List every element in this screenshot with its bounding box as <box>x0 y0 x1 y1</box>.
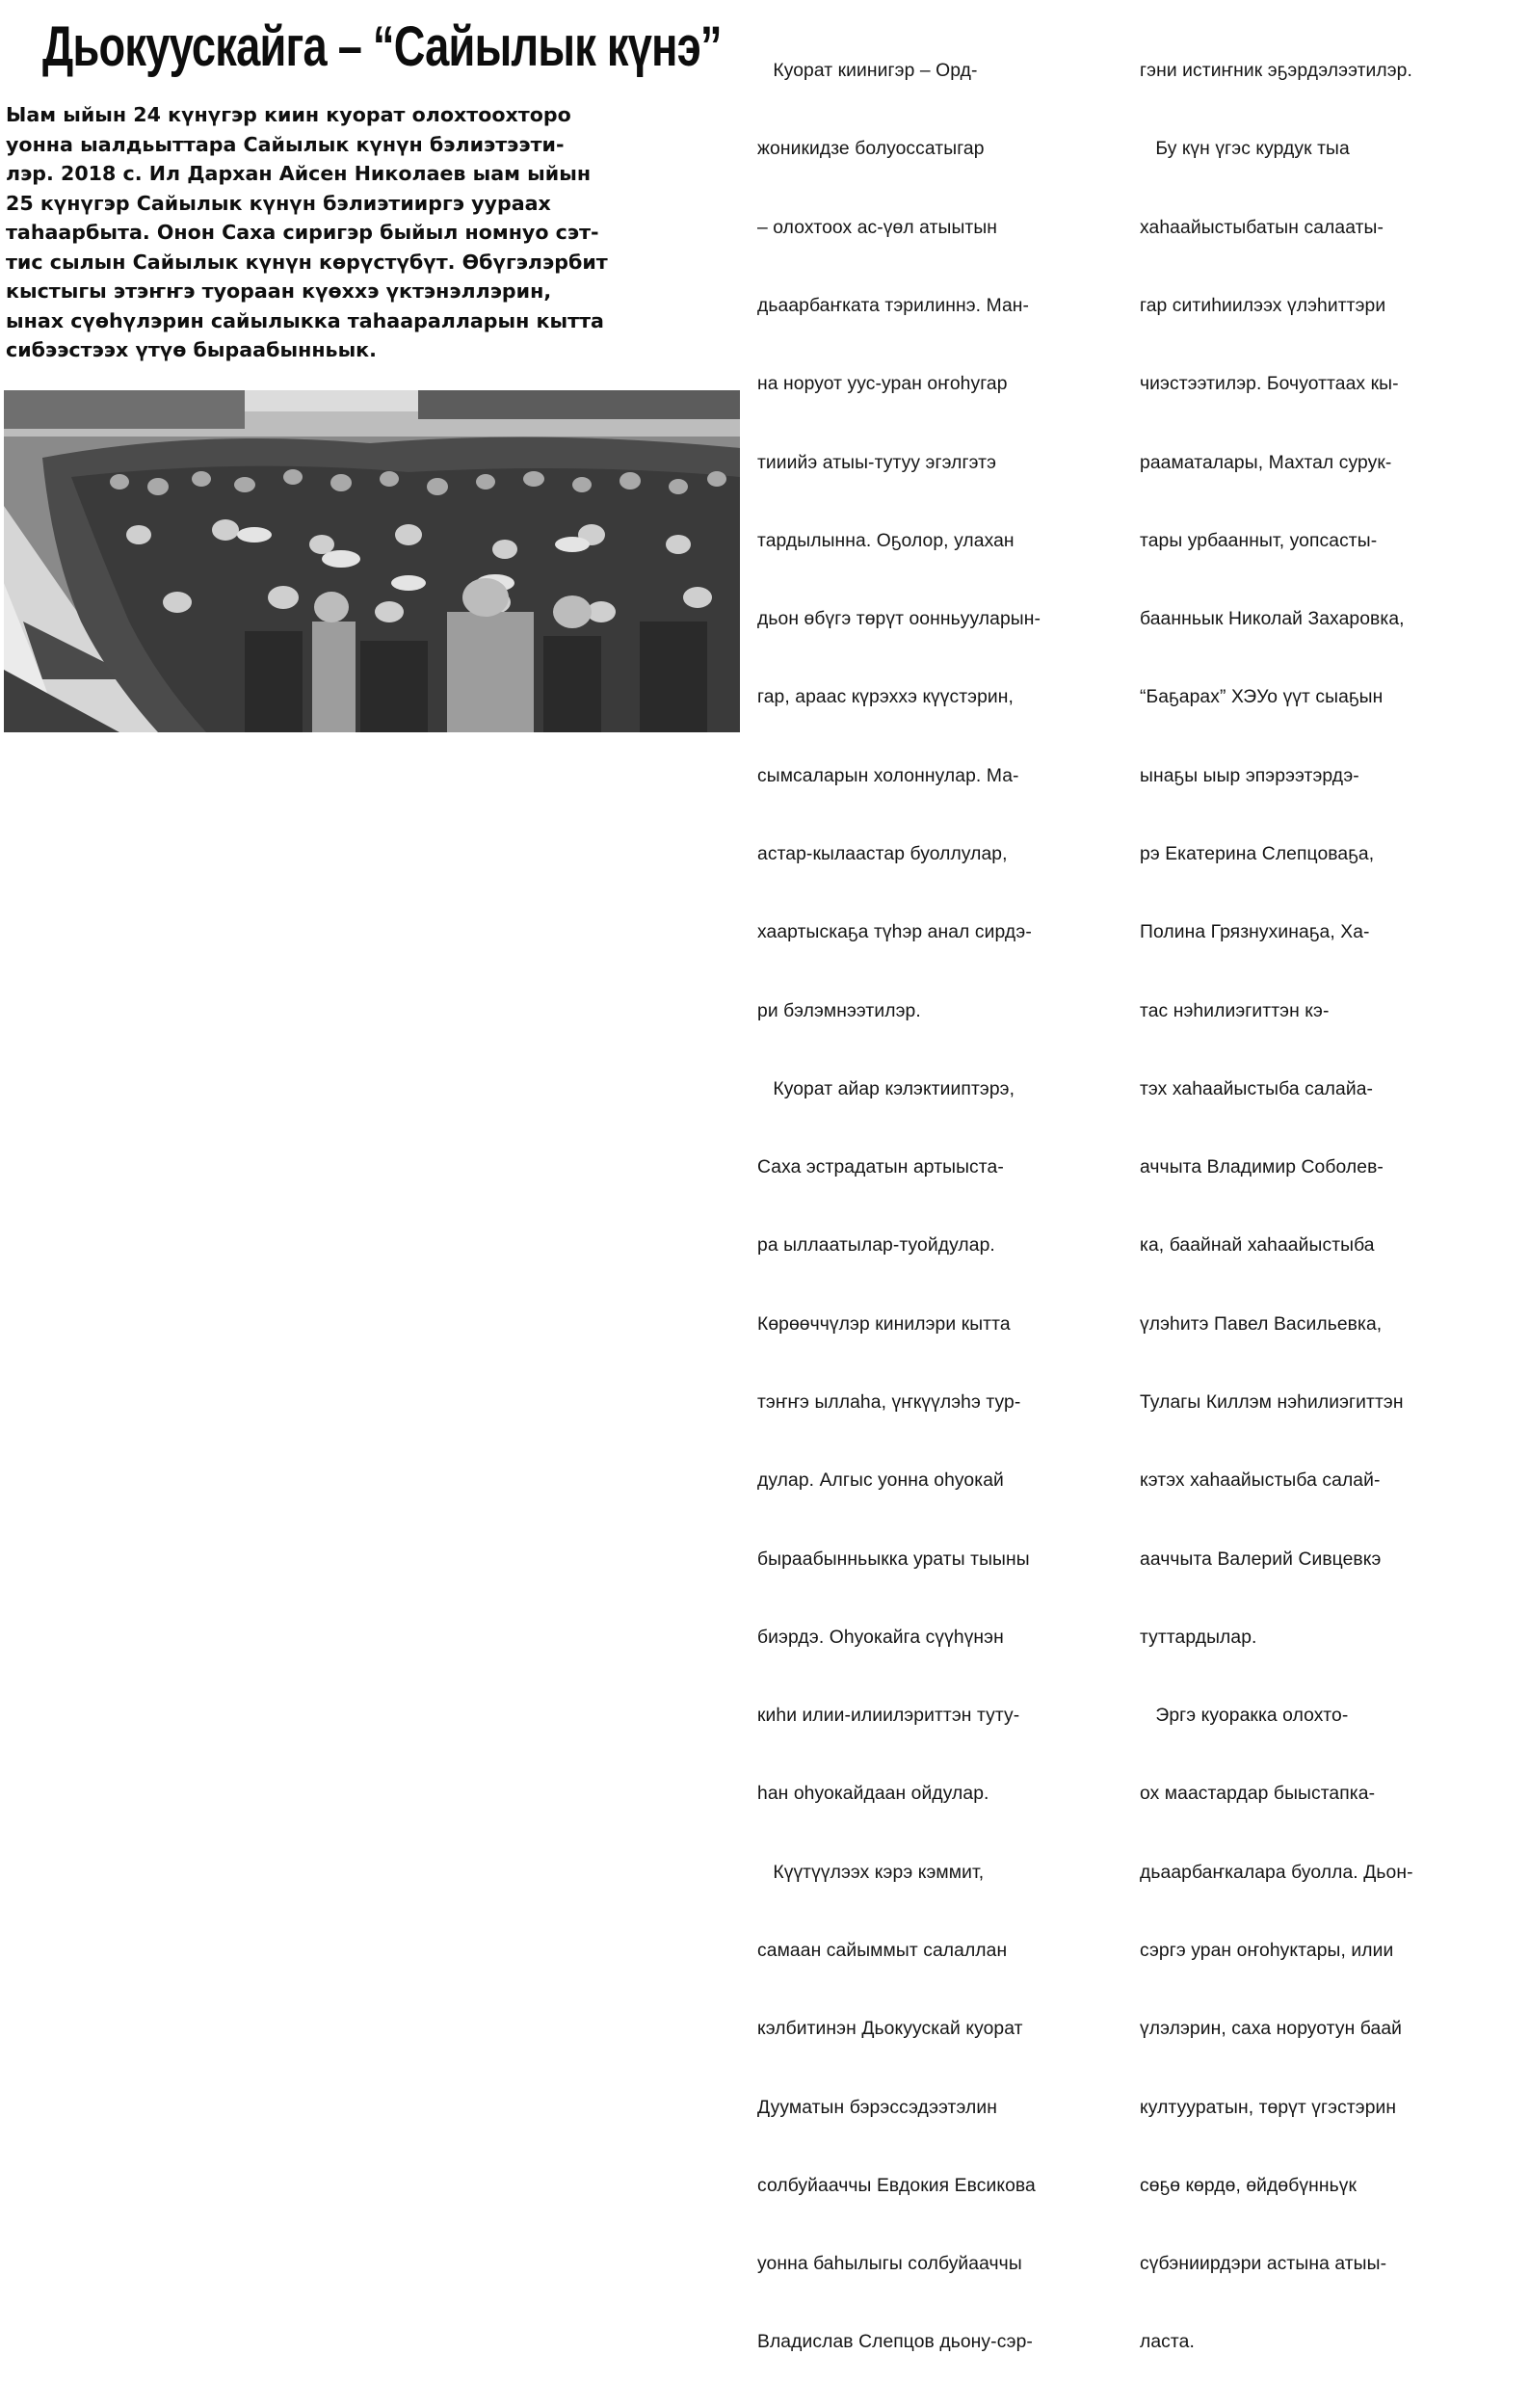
text-line: самаан сайыммыт салаллан <box>757 1940 1008 1961</box>
text-line: кэлбитинэн Дьокуускай куорат <box>757 2019 1023 2040</box>
text-line: дьаарбаҥкалара буолла. Дьон- <box>1140 1862 1413 1883</box>
text-line: астар-кылаастар буоллулар, <box>757 844 1008 864</box>
text-line: ынаҕы ыыр эпэрээтэрдэ- <box>1140 765 1359 786</box>
article-headline: Дьокуускайга – “Сайылык күнэ” <box>42 15 722 78</box>
text-line: ох маастардар быыстапка- <box>1140 1784 1376 1805</box>
text-line: киһи илии-илиилэриттэн туту- <box>757 1706 1020 1727</box>
text-line: сэргэ уран оҥоһуктары, илии <box>1140 1940 1394 1961</box>
text-line: Эргэ куоракка олохто- <box>1140 1706 1349 1727</box>
text-line: Бу күн үгэс курдук тыа <box>1140 139 1350 160</box>
text-line: аччыта Владимир Соболев- <box>1140 1157 1384 1178</box>
text-line: чиэстээтилэр. Бочуоттаах кы- <box>1140 374 1399 395</box>
text-line: һан оһуокайдаан ойдулар. <box>757 1784 989 1805</box>
text-line: ри бэлэмнээтилэр. <box>757 1000 921 1021</box>
text-line: дьаарбаҥката тэрилиннэ. Ман- <box>757 296 1030 317</box>
text-line: гар ситиһиилээх үлэһиттэри <box>1140 296 1386 317</box>
text-line: Владислав Слепцов дьону-сэр- <box>757 2332 1033 2353</box>
text-line: солбуйааччы Евдокия Евсикова <box>757 2175 1036 2196</box>
text-line: сөҕө көрдө, өйдөбүнньүк <box>1140 2175 1358 2196</box>
text-line: тары урбаанныт, уопсасты- <box>1140 530 1378 551</box>
text-line: Дууматын бэрэссэдээтэлин <box>757 2097 997 2118</box>
text-line: гар, араас күрэххэ күүстэрин, <box>757 687 1014 708</box>
text-column-2 <box>1140 6 1525 2408</box>
text-line: гэни истиҥник эҕэрдэлээтилэр. <box>1140 61 1412 82</box>
text-line: Куорат киинигэр – Орд- <box>757 61 978 82</box>
text-line: Тулагы Киллэм нэһилиэгиттэн <box>1140 1391 1404 1413</box>
text-line: дьон өбүгэ төрүт оонньууларын- <box>757 609 1041 630</box>
text-line: ласта. <box>1140 2332 1195 2353</box>
text-line: Көрөөччүлэр кинилэри кытта <box>757 1313 1011 1335</box>
text-line: хаартыскаҕа түһэр анал сирдэ- <box>757 922 1032 943</box>
text-line: Куорат айар кэлэктииптэрэ, <box>757 1078 1015 1099</box>
text-line: үлэһитэ Павел Васильевка, <box>1140 1313 1383 1335</box>
text-line: уонна баһылыгы солбуйааччы <box>757 2254 1022 2275</box>
text-column-1 <box>757 6 1116 2408</box>
text-line: кэтэх хаһаайыстыба салай- <box>1140 1470 1381 1492</box>
text-line: баанньык Николай Захаровка, <box>1140 609 1405 630</box>
text-line: на норуот уус-уран оҥоһугар <box>757 374 1008 395</box>
text-line: тардылынна. Оҕолор, улахан <box>757 530 1015 551</box>
text-line: – олохтоох ас-үөл атыытын <box>757 217 998 238</box>
text-line: биэрдэ. Оһуокайга сүүһүнэн <box>757 1627 1004 1648</box>
text-line: тэх хаһаайыстыба салайа- <box>1140 1078 1374 1099</box>
text-line: ка, баайнай хаһаайыстыба <box>1140 1235 1375 1257</box>
text-line: рааматалары, Махтал сурук- <box>1140 452 1392 473</box>
text-line: култууратын, төрүт үгэстэрин <box>1140 2097 1397 2118</box>
text-line: жоникидзе болуоссатыгар <box>757 139 985 160</box>
text-line: Күүтүүлээх кэрэ кэммит, <box>757 1862 985 1883</box>
text-line: ра ыллаатылар-туойдулар. <box>757 1235 995 1257</box>
crowd-photo <box>4 390 740 732</box>
text-line: рэ Екатерина Слепцоваҕа, <box>1140 844 1375 864</box>
article-lead: Ыам ыйын 24 күнүгэр киин куорат олохтоохторо уонна ыалдьыттара Сайылык күнүн бэлиэтээти- лэр. 2018 с. Ил Дархан Айсен Николаев ыам ыйын 25 күнүгэр Сайылык күнүн бэлиэтииргэ уураах таһаарбыта. Онон Саха сиригэр быйыл номнуо сэт- тис сылын Сайылык күнүн көрүстүбүт. Өбүгэлэрбит кыстыгы этэҥҥэ туораан күөххэ үктэнэллэрин, ынах сүөһүлэрин сайылыкка таһааралларын кытта сибээстээх үтүө быраабынньык. <box>6 103 608 361</box>
text-line: Саха эстрадатын артыыста- <box>757 1157 1004 1178</box>
text-line: тас нэһилиэгиттэн кэ- <box>1140 1000 1330 1021</box>
text-line: ааччыта Валерий Сивцевкэ <box>1140 1548 1382 1570</box>
text-line: сымсаларын холоннулар. Ма- <box>757 765 1019 786</box>
text-line: быраабынньыкка ураты тыыны <box>757 1548 1030 1570</box>
text-line: хаһаайыстыбатын салааты- <box>1140 217 1384 238</box>
text-line: үлэлэрин, саха норуотун баай <box>1140 2019 1403 2040</box>
text-line: сүбэниирдэри астына атыы- <box>1140 2254 1387 2275</box>
text-line: туттардылар. <box>1140 1627 1257 1648</box>
text-line: “Баҕарах” ХЭУо үүт сыаҕын <box>1140 687 1384 708</box>
text-line: тииийэ атыы-тутуу эгэлгэтэ <box>757 452 997 473</box>
text-line: тэҥҥэ ыллаһа, үҥкүүлэһэ тур- <box>757 1391 1021 1413</box>
text-line: дулар. Алгыс уонна оһуокай <box>757 1470 1004 1492</box>
text-line: Полина Грязнухинаҕа, Ха- <box>1140 922 1370 943</box>
